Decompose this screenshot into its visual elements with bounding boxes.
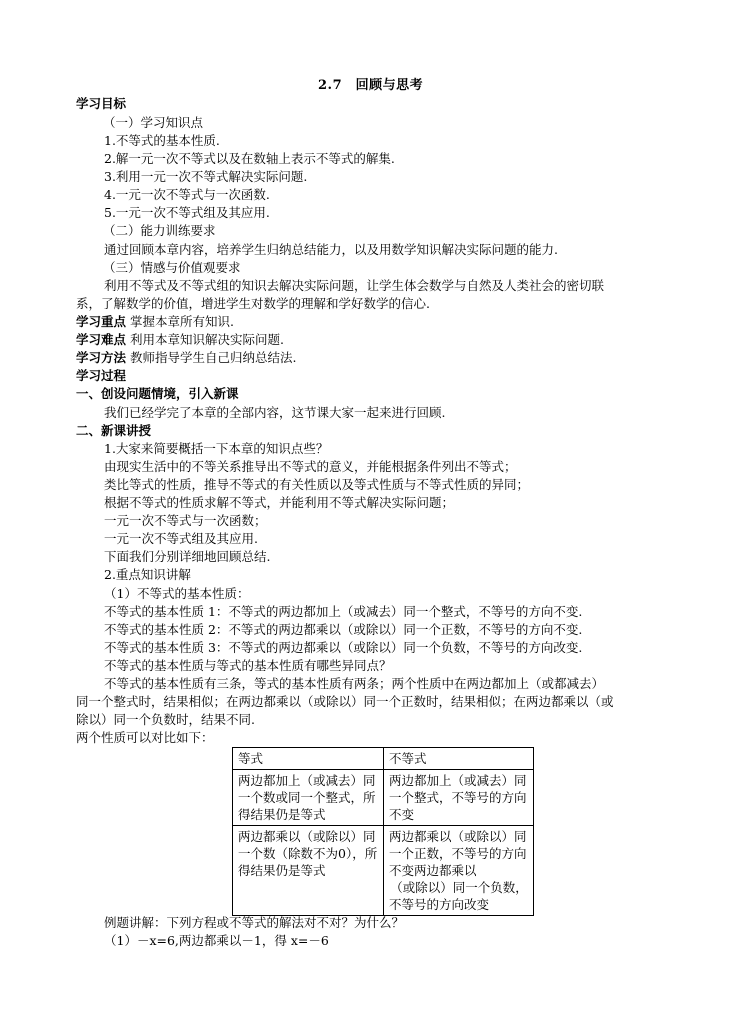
section2-heading: 二、新课讲授 bbox=[76, 423, 152, 438]
page-title: 2.7 回顾与思考 bbox=[318, 78, 424, 93]
knowledge-heading: （一）学习知识点 bbox=[103, 115, 204, 130]
method-text: 教师指导学生自己归纳总结法. bbox=[130, 350, 297, 365]
table-cell: 两边都加上（或减去）同一个整式，不等号的方向不变 bbox=[384, 770, 534, 826]
key-point bbox=[76, 313, 234, 331]
difficulty-text: 利用本章知识解决实际问题. bbox=[130, 332, 284, 347]
example-item-1: （1）－x=6,两边都乘以－1，得 x=－6 bbox=[104, 933, 329, 948]
emotion-line-1: 利用不等式及不等式组的知识去解决实际问题，让学生体会数学与自然及人类社会的密切联 bbox=[104, 278, 605, 293]
summary-2: 类比等式的性质，推导不等式的有关性质以及等式性质与不等式性质的异同； bbox=[104, 477, 530, 492]
table-cell: 两边都加上（或减去）同一个数或同一个整式，所得结果仍是等式 bbox=[233, 770, 384, 826]
summary-6: 下面我们分别详细地回顾总结. bbox=[104, 549, 271, 564]
summary-3: 根据不等式的性质求解不等式，并能利用不等式解决实际问题； bbox=[104, 495, 455, 510]
knowledge-item-1: 1.不等式的基本性质. bbox=[104, 133, 220, 148]
summary-5: 一元一次不等式组及其应用. bbox=[104, 531, 258, 546]
emotion-heading: （三）情感与价值观要求 bbox=[103, 260, 241, 275]
ability-text: 通过回顾本章内容，培养学生归纳总结能力，以及用数学知识解决实际问题的能力. bbox=[104, 242, 558, 257]
method-label: 学习方法 bbox=[76, 350, 127, 365]
table-cell: 两边都乘以（或除以）同一个数（除数不为0），所得结果仍是等式 bbox=[233, 826, 384, 916]
property-1: 不等式的基本性质 1：不等式的两边都加上（或减去）同一个整式，不等号的方向不变. bbox=[104, 604, 583, 619]
table-cell-text: 两边都乘以（或除以）同一个正数，不等号的方向不变两边都乘以 bbox=[389, 829, 527, 878]
property-2: 不等式的基本性质 2：不等式的两边都乘以（或除以）同一个正数，不等号的方向不变. bbox=[104, 622, 583, 637]
comparison-table bbox=[232, 747, 534, 916]
table-cell-text: 不等号的方向改变 bbox=[389, 897, 490, 912]
section1-text: 我们已经学完了本章的全部内容，这节课大家一起来进行回顾. bbox=[104, 405, 446, 420]
answer-line-1: 不等式的基本性质有三条，等式的基本性质有两条；两个性质中在两边都加上（或都减去） bbox=[104, 676, 605, 691]
section1-heading: 一、创设问题情境，引入新课 bbox=[76, 386, 239, 401]
ability-heading: （二）能力训练要求 bbox=[103, 223, 216, 238]
compare-intro: 两个性质可以对比如下： bbox=[76, 730, 214, 745]
difficulty-label: 学习难点 bbox=[76, 332, 127, 347]
key-knowledge-heading: 2.重点知识讲解 bbox=[104, 567, 191, 582]
table-cell-text: （或除以）同一个负数， bbox=[390, 880, 528, 895]
table-cell bbox=[384, 826, 534, 916]
table-header-equation: 等式 bbox=[233, 748, 384, 770]
table-row bbox=[233, 826, 534, 916]
summary-1: 由现实生活中的不等关系推导出不等式的意义，并能根据条件列出不等式； bbox=[104, 459, 517, 474]
property-3: 不等式的基本性质 3：不等式的两边都乘以（或除以）同一个负数，不等号的方向改变. bbox=[104, 640, 583, 655]
knowledge-item-3: 3.利用一元一次不等式解决实际问题. bbox=[104, 169, 308, 184]
basic-property-heading: （1）不等式的基本性质： bbox=[104, 586, 250, 601]
summary-4: 一元一次不等式与一次函数； bbox=[104, 513, 267, 528]
difficulty-point bbox=[76, 331, 284, 349]
answer-line-2: 同一个整式时，结果相似；在两边都乘以（或除以）同一个正数时，结果相似；在两边都乘以（或 bbox=[76, 694, 614, 709]
process-heading: 学习过程 bbox=[76, 368, 127, 383]
knowledge-item-2: 2.解一元一次不等式以及在数轴上表示不等式的解集. bbox=[104, 151, 395, 166]
table-row bbox=[233, 770, 534, 826]
key-point-text: 掌握本章所有知识. bbox=[130, 314, 234, 329]
table-header-inequality: 不等式 bbox=[384, 748, 534, 770]
knowledge-item-4: 4.一元一次不等式与一次函数. bbox=[104, 187, 270, 202]
example-heading: 例题讲解：下列方程或不等式的解法对不对？为什么？ bbox=[104, 915, 405, 930]
emotion-line-2: 系，了解数学的价值，增进学生对数学的理解和学好数学的信心. bbox=[76, 296, 430, 311]
method-point bbox=[76, 349, 296, 367]
table-header-row bbox=[233, 748, 534, 770]
answer-line-3: 除以）同一个负数时，结果不同. bbox=[76, 712, 255, 727]
objectives-heading: 学习目标 bbox=[76, 96, 127, 111]
key-point-label: 学习重点 bbox=[76, 314, 127, 329]
question-2: 不等式的基本性质与等式的基本性质有哪些异同点？ bbox=[104, 658, 392, 673]
knowledge-item-5: 5.一元一次不等式组及其应用. bbox=[104, 205, 270, 220]
question-1: 1.大家来简要概括一下本章的知识点些？ bbox=[104, 441, 329, 456]
